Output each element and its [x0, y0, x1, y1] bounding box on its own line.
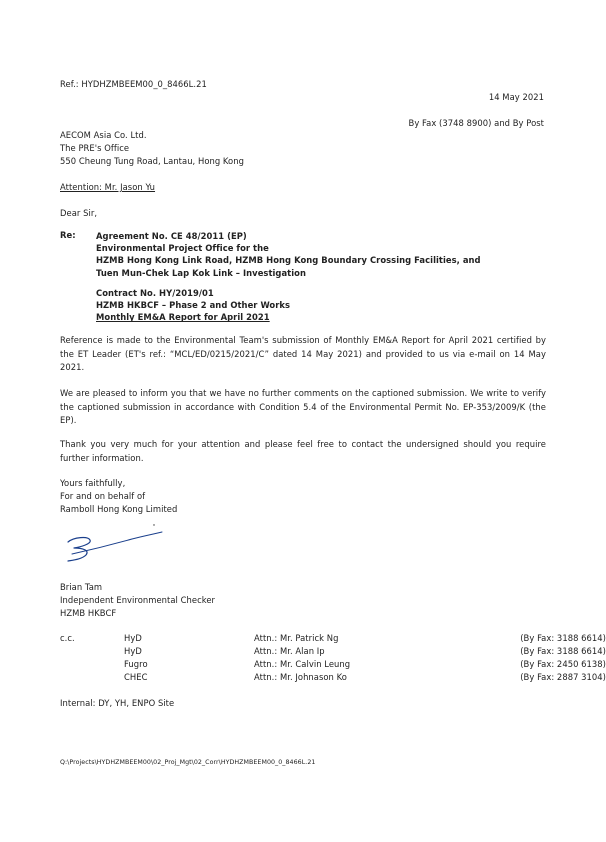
cc-org: HyD	[124, 646, 142, 656]
transmission-method: By Fax (3748 8900) and By Post	[408, 118, 544, 128]
cc-row	[60, 659, 606, 672]
recipient-office: The PRE's Office	[60, 143, 130, 153]
cc-org: Fugro	[124, 659, 148, 669]
cc-org: CHEC	[124, 672, 148, 682]
attention-line: Attention: Mr. Jason Yu	[60, 182, 156, 192]
salutation: Dear Sir,	[60, 208, 98, 218]
body-paragraph-3: Thank you very much for your attention and please feel free to contact the undersigned should you require further information.	[60, 439, 546, 463]
subject-block	[96, 230, 481, 279]
cc-org: HyD	[124, 633, 142, 643]
recipient-company: AECOM Asia Co. Ltd.	[60, 130, 147, 140]
handwritten-signature	[62, 520, 172, 570]
closing-line-3: Ramboll Hong Kong Limited	[60, 504, 178, 514]
recipient-street: 550 Cheung Tung Road, Lantau, Hong Kong	[60, 156, 244, 166]
subject-line-1: Agreement No. CE 48/2011 (EP)	[96, 231, 247, 241]
signatory-project: HZMB HKBCF	[60, 608, 117, 618]
signatory-name: Brian Tam	[60, 582, 103, 592]
cc-row	[60, 633, 606, 646]
internal-distribution: Internal: DY, YH, ENPO Site	[60, 698, 175, 708]
contract-block	[96, 287, 290, 324]
cc-attention: Attn.: Mr. Calvin Leung	[254, 659, 351, 669]
cc-fax: (By Fax: 2887 3104)	[520, 672, 606, 682]
subject-line-3: HZMB Hong Kong Link Road, HZMB Hong Kong Boundary Crossing Facilities, and	[96, 255, 481, 266]
cc-attention: Attn.: Mr. Johnason Ko	[254, 672, 347, 682]
cc-fax: (By Fax: 3188 6614)	[520, 633, 606, 643]
signatory-title: Independent Environmental Checker	[60, 595, 216, 605]
subject-line-2: Environmental Project Office for the	[96, 243, 269, 254]
closing-line-1: Yours faithfully,	[60, 478, 126, 488]
re-label: Re:	[60, 230, 76, 240]
works-title: HZMB HKBCF – Phase 2 and Other Works	[96, 300, 291, 311]
cc-row	[60, 646, 606, 659]
letter-date: 14 May 2021	[488, 92, 544, 102]
cc-fax: (By Fax: 2450 6138)	[520, 659, 606, 669]
contract-number: Contract No. HY/2019/01	[96, 288, 214, 298]
cc-fax: (By Fax: 3188 6614)	[520, 646, 606, 656]
cc-row	[60, 672, 606, 685]
cc-attention: Attn.: Mr. Alan Ip	[254, 646, 325, 656]
body-paragraph-2: We are pleased to inform you that we have no further comments on the captioned submission. We write to verify the captioned submission in accordance with Condition 5.4 of the Environmental Permit No. EP-353/2009/K (the EP).	[60, 388, 546, 425]
cc-attention: Attn.: Mr. Patrick Ng	[254, 633, 339, 643]
reference-number: Ref.: HYDHZMBEEM00_0_8466L.21	[60, 79, 207, 89]
subject-line-4: Tuen Mun-Chek Lap Kok Link – Investigation	[96, 267, 306, 278]
file-path-footer: Q:\Projects\HYDHZMBEEM00\02_Proj_Mgt\02_Corr\HYDHZMBEEM00_0_8466L.21	[60, 759, 316, 766]
body-paragraph-1: Reference is made to the Environmental Team's submission of Monthly EM&A Report for April 2021 certified by the ET Leader (ET's ref.: “MCL/ED/0215/2021/C” dated 14 May 2021) and provided to us via e-mail on 14 May 2021.	[60, 335, 546, 372]
cc-label: c.c.	[60, 633, 75, 643]
closing-line-2: For and on behalf of	[60, 491, 146, 501]
report-title: Monthly EM&A Report for April 2021	[96, 312, 270, 323]
